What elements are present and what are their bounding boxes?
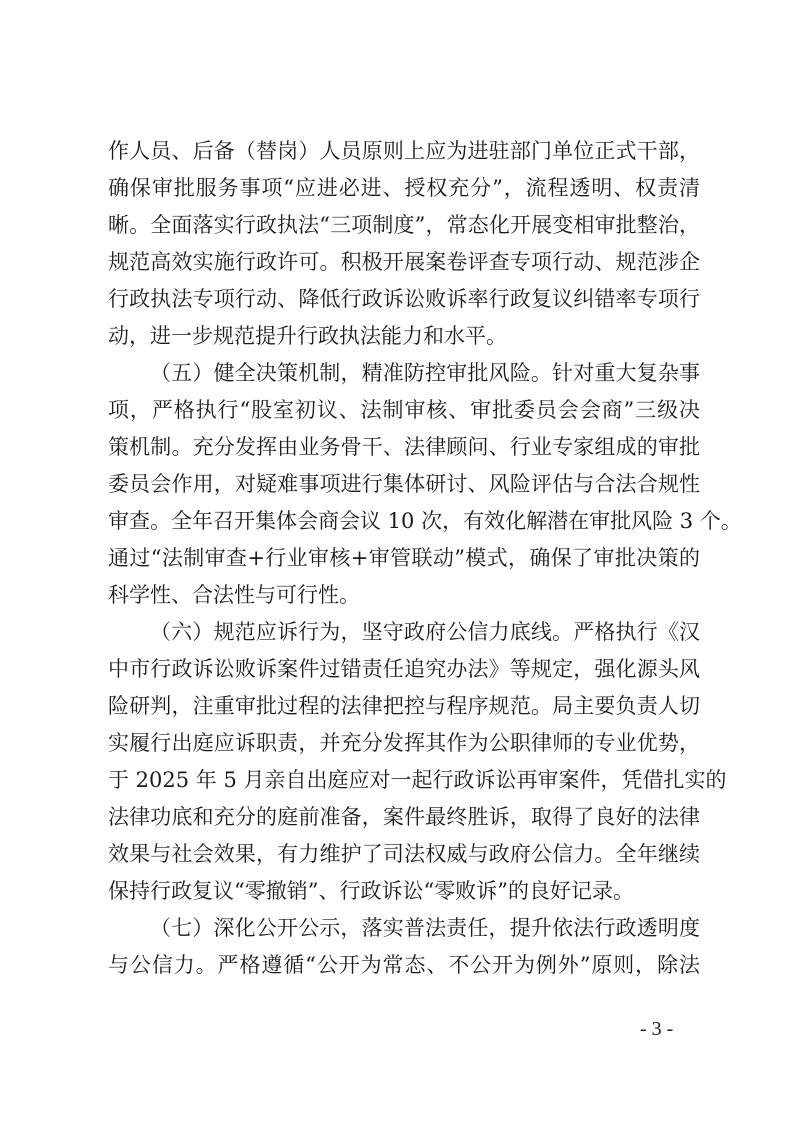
text-line: 科学性、合法性与可行性。 bbox=[108, 583, 360, 607]
text-line: 通过“法制审查+行业审核+审管联动”模式，确保了审批决策的 bbox=[108, 546, 700, 570]
text-line: 晰。全面落实行政执法“三项制度”，常态化开展变相审批整治， bbox=[108, 213, 700, 237]
text-line: （七）深化公开公示，落实普法责任，提升依法行政透明度 bbox=[150, 916, 700, 940]
page-number: - 3 - bbox=[640, 1018, 674, 1040]
text-line: 保持行政复议“零撤销”、行政诉讼“零败诉”的良好记录。 bbox=[108, 879, 634, 903]
text-line: 审查。全年召开集体会商会议 10 次，有效化解潜在审批风险 3 个。 bbox=[108, 509, 742, 533]
text-line: 动，进一步规范提升行政执法能力和水平。 bbox=[108, 324, 507, 348]
text-line: 中市行政诉讼败诉案件过错责任追究办法》等规定，强化源头风 bbox=[108, 657, 700, 681]
text-line: （五）健全决策机制，精准防控审批风险。针对重大复杂事 bbox=[150, 361, 700, 385]
text-line: 于 2025 年 5 月亲自出庭应对一起行政诉讼再审案件，凭借扎实的 bbox=[108, 768, 727, 792]
text-line: 与公信力。严格遵循“公开为常态、不公开为例外”原则，除法 bbox=[108, 953, 700, 977]
text-line: （六）规范应诉行为，坚守政府公信力底线。严格执行《汉 bbox=[150, 620, 700, 644]
text-line: 项，严格执行“股室初议、法制审核、审批委员会会商”三级决 bbox=[108, 398, 700, 422]
text-line: 法律功底和充分的庭前准备，案件最终胜诉，取得了良好的法律 bbox=[108, 805, 700, 829]
text-line: 规范高效实施行政许可。积极开展案卷评查专项行动、规范涉企 bbox=[108, 250, 700, 274]
text-line: 实履行出庭应诉职责，并充分发挥其作为公职律师的专业优势， bbox=[108, 731, 700, 755]
text-line: 委员会作用，对疑难事项进行集体研讨、风险评估与合法合规性 bbox=[108, 472, 700, 496]
text-line: 行政执法专项行动、降低行政诉讼败诉率行政复议纠错率专项行 bbox=[108, 287, 700, 311]
text-line: 效果与社会效果，有力维护了司法权威与政府公信力。全年继续 bbox=[108, 842, 700, 866]
text-line: 策机制。充分发挥由业务骨干、法律顾问、行业专家组成的审批 bbox=[108, 435, 700, 459]
text-line: 险研判，注重审批过程的法律把控与程序规范。局主要负责人切 bbox=[108, 694, 700, 718]
text-line: 确保审批服务事项“应进必进、授权充分”，流程透明、权责清 bbox=[108, 176, 700, 200]
text-line: 作人员、后备（替岗）人员原则上应为进驻部门单位正式干部， bbox=[108, 139, 700, 163]
